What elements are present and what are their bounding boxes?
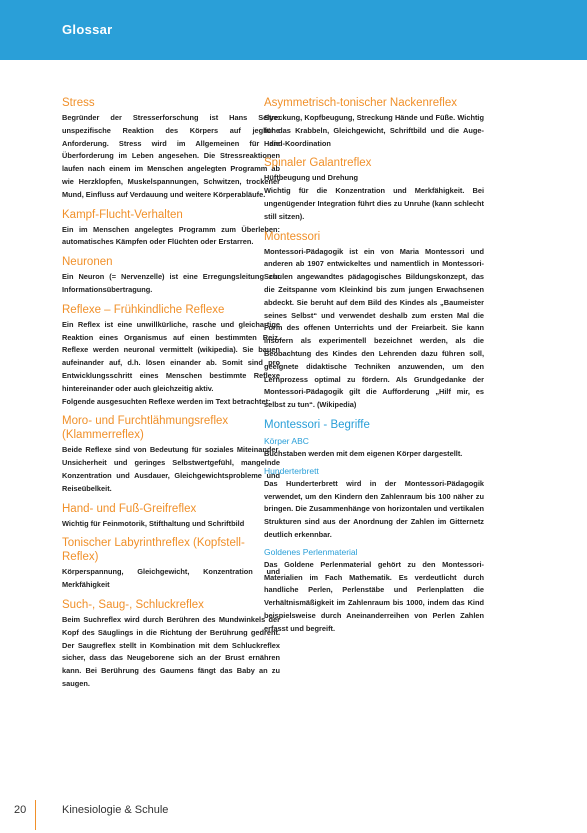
entry-title: Moro- und Furchtlähmungsreflex (Klammerreflex) bbox=[62, 415, 229, 442]
entry-title: Spinaler Galantreflex bbox=[264, 157, 372, 170]
sub-entry-hunderterbrett bbox=[264, 466, 484, 542]
entry-text: Wichtig für Feinmotorik, Stifthaltung und Schriftbild bbox=[62, 518, 245, 528]
entry-text: Körperspannung, Gleichgewicht, Konzentration und Merkfähigkeit bbox=[62, 567, 280, 590]
entry-text: Hüftbeugung und Drehung bbox=[264, 173, 359, 183]
entry-text: Ein Reflex ist eine unwillkürliche, rasche und gleichartige Reaktion eines Organismus auf einen bestimmten Reiz. Reflexe werden neuronal vermittelt (wikipedia). Sie bauen aufeinander auf, d.h. lösen einander ab. Somit sind pro Entwicklungsschritt eines Menschen bestimmte Reflexe hintereinander oder auch gleichzeitig aktiv. bbox=[62, 319, 280, 393]
sub-entry-text: Buchstaben werden mit dem eigenen Körper dargestellt. bbox=[264, 448, 463, 458]
sub-entry-text: Das Hunderterbrett wird in der Montessori-Pädagogik verwendet, um den Kindern den Zahlenraum bis 100 näher zu bringen. Die Zusammenhänge von horizontalen und vertikalen Strukturen sind aus der Anordnung der Zahlen im Gitternetz deutlich erkennbar. bbox=[264, 478, 484, 539]
sub-entry-title: Körper ABC bbox=[264, 435, 309, 446]
entry-text: Ein Neuron (= Nervenzelle) ist eine Erregungsleitung zur Informationsübertragung. bbox=[62, 272, 280, 294]
entry-text: Montessori-Pädagogik ist ein von Maria Montessori und anderen ab 1907 entwickeltes und namentlich in Montessori-Schulen angewandtes pädagogisches Bildungskonzept, das die Zeitspanne vom Kleinkind bis zum jungen Erwachsenen abdeckt. Sie beruht auf dem Bild des Kindes als „Baumeister seines Selbst“ und verwendet deshalb zum ersten Mal die Form des offenen Unterrichts und der Freiarbeit. Sie kann insofern als experimentell bezeichnet werden, als die Beobachtung des Kindes den Lehrenden dazu führen soll, geeignete didaktische Techniken anzuwenden, um den Lernprozess optimal zu fördern. Als Grundgedanke der Montessori-Pädagogik gilt die Aufforderung „Hilf mir, es selbst zu tun“. (Wikipedia) bbox=[264, 246, 484, 410]
entry-nackenreflex bbox=[264, 96, 484, 150]
entry-stress bbox=[62, 96, 280, 202]
entry-reflexe bbox=[62, 303, 280, 409]
sub-entry-title: Hunderterbrett bbox=[264, 465, 319, 476]
header-bar bbox=[0, 0, 587, 60]
entry-title: Hand- und Fuß-Greifreflex bbox=[62, 502, 197, 515]
entry-title: Tonischer Labyrinthreflex (Kopfstell-Reflex) bbox=[62, 537, 245, 564]
entry-title: Neuronen bbox=[62, 256, 113, 269]
sub-entry-text: Das Goldene Perlenmaterial gehört zu den Montessori-Materialien im Fach Mathematik. Es verdeutlicht durch handliche Perlen, Perlenstäbe und Perlenplatten die Verhältnismäßigkeit im Zahlenraum bis 1000, indem das Kind beispielsweise durch Aneinanderreihen von Perlen Zahlen erfasst und begreift. bbox=[264, 559, 484, 633]
entry-kampf-flucht bbox=[62, 208, 280, 250]
right-column bbox=[264, 96, 484, 642]
entry-labyrinthreflex bbox=[62, 536, 280, 592]
entry-title: Stress bbox=[62, 97, 95, 109]
sub-entry-perlenmaterial bbox=[264, 547, 484, 636]
sub-entry-title: Goldenes Perlenmaterial bbox=[264, 546, 358, 557]
entry-neuronen bbox=[62, 255, 280, 297]
entry-title: Asymmetrisch-tonischer Nackenreflex bbox=[264, 97, 458, 109]
entry-title: Montessori bbox=[264, 230, 321, 243]
entry-greifreflex bbox=[62, 502, 280, 531]
book-title: Kinesiologie & Schule bbox=[62, 804, 169, 816]
entry-text: Beide Reflexe sind von Bedeutung für soziales Miteinander, Unsicherheit und geringes Selbstwertgefühl, mangelnde Konzentration und Ausdauer, Gleichgewichtsprobleme und Reiseübelkeit. bbox=[62, 445, 280, 493]
left-column bbox=[62, 96, 280, 697]
entry-title: Such-, Saug-, Schluckreflex bbox=[62, 598, 204, 611]
entry-text-2: Folgende ausgesuchten Reflexe werden im Text betrachtet: bbox=[62, 396, 271, 406]
entry-moro bbox=[62, 414, 280, 495]
entry-title: Kampf-Flucht-Verhalten bbox=[62, 208, 183, 221]
footer bbox=[0, 800, 587, 833]
entry-such-saug bbox=[62, 598, 280, 691]
entry-text: Ein im Menschen angelegtes Programm zum Überleben: automatisches Kämpfen oder Flüchten oder Erstarren. bbox=[62, 224, 280, 247]
footer-divider bbox=[35, 800, 36, 830]
entry-text-2: Wichtig für die Konzentration und Merkfähigkeit. Bei ungenügender Integration führt dies zu Unruhe (kann schlecht still sitzen). bbox=[264, 186, 484, 221]
entry-text: Begründer der Stresserforschung ist Hans Selye: unspezifische Reaktion des Körpers auf jegliche Anforderung. Stress wird im Allgemeinen für die Überforderung im Leben angesehen. Die Stressreaktionen laufen nach einem im Menschen angelegten Programm ab wie Herzklopfen, Muskelspannungen, Schwitzen, trockener Mund, Einfluss auf Verdauung und weitere Körperabläufe. bbox=[62, 113, 280, 199]
entry-title: Reflexe – Frühkindliche Reflexe bbox=[62, 303, 225, 316]
entry-montessori-begriffe bbox=[264, 418, 484, 636]
page-number: 20 bbox=[14, 804, 27, 816]
sub-entry-koerper-abc bbox=[264, 436, 484, 461]
entry-galantreflex bbox=[264, 156, 484, 223]
section-title: Montessori - Begriffe bbox=[264, 418, 370, 431]
entry-text: Streckung, Kopfbeugung, Streckung Hände und Füße. Wichtig für das Krabbeln, Gleichgewicht, Schriftbild und die Auge-Hand-Koordination bbox=[264, 113, 484, 148]
entry-text: Beim Suchreflex wird durch Berühren des Mundwinkels der Kopf des Säuglings in die Richtung der Berührung gedreht. Der Saugreflex stellt in Kombination mit dem Schluckreflex sicher, dass das Neugeborene sich an der Brust ernähren kann. Bei Berührung des Gaumens fängt das Baby an zu saugen. bbox=[62, 614, 280, 688]
entry-montessori bbox=[264, 230, 484, 412]
page-title: Glossar bbox=[62, 22, 113, 37]
